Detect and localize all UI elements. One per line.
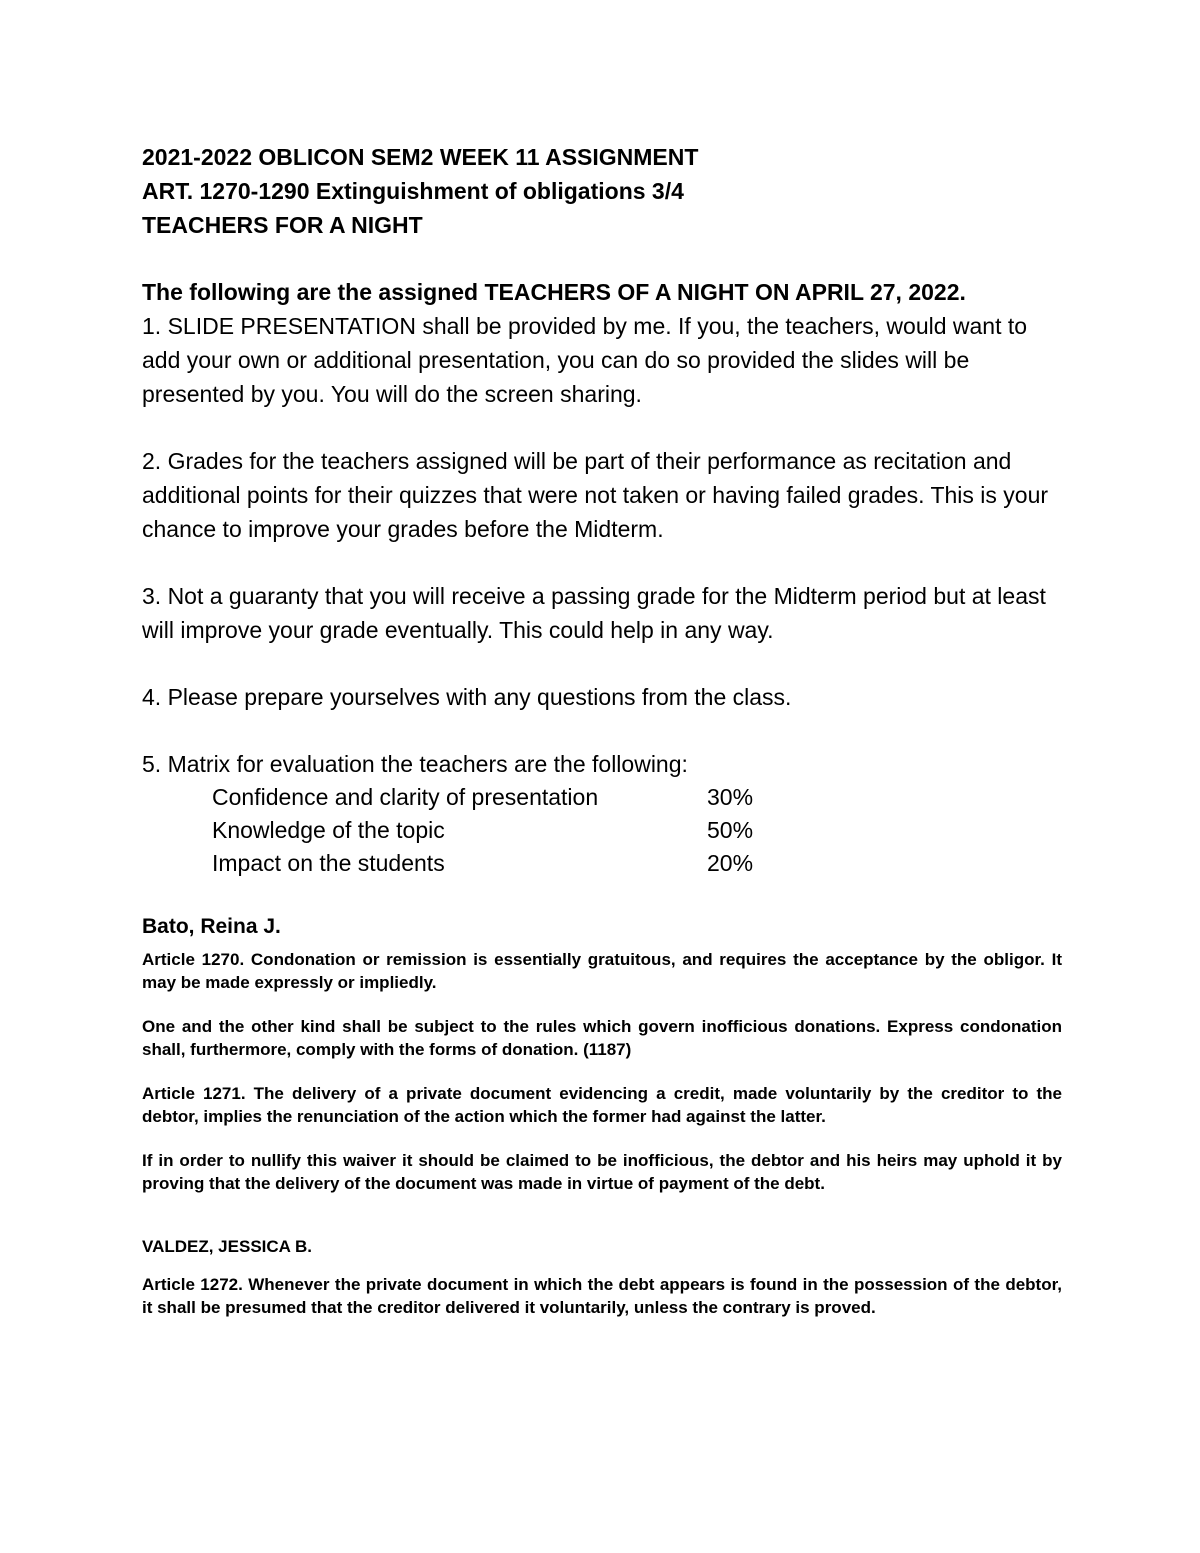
article-paragraph: If in order to nullify this waiver it should be claimed to be inofficious, the debtor and his heirs may uphold it by proving that the delivery of the document was made in virtue of payment of the debt. xyxy=(142,1151,1062,1193)
matrix-criterion: Knowledge of the topic xyxy=(212,817,445,843)
instruction-item-1: 1. SLIDE PRESENTATION shall be provided by me. If you, the teachers, would want to add your own or additional presentation, you can do so provided the slides will be presented by you. You will do the screen sharing. xyxy=(142,313,1028,407)
teacher-name-1: Bato, Reina J. xyxy=(142,915,281,938)
document-content xyxy=(142,140,1062,1340)
instruction-item-4: 4. Please prepare yourselves with any questions from the class. xyxy=(142,684,792,710)
matrix-criterion: Impact on the students xyxy=(212,850,445,876)
matrix-criterion: Confidence and clarity of presentation xyxy=(212,784,599,810)
evaluation-matrix xyxy=(212,781,1062,880)
article-paragraph: Article 1270. Condonation or remission is essentially gratuitous, and requires the acceptance by the obligor. It may be made expressly or impliedly. xyxy=(142,950,1062,992)
matrix-weight: 20% xyxy=(707,850,754,876)
matrix-row xyxy=(212,781,1062,814)
instruction-item-2: 2. Grades for the teachers assigned will be part of their performance as recitation and additional points for their quizzes that were not taken or having failed grades. This is your chance to improve your grades before the Midterm. xyxy=(142,448,1049,542)
activity-title: TEACHERS FOR A NIGHT xyxy=(142,212,423,238)
instruction-item-5: 5. Matrix for evaluation the teachers are the following: xyxy=(142,751,688,777)
matrix-row xyxy=(212,847,1062,880)
article-paragraph: Article 1272. Whenever the private document in which the debt appears is found in the possession of the debtor, it shall be presumed that the creditor delivered it voluntarily, unless the contrary is proved. xyxy=(142,1275,1062,1317)
assignment-title: 2021-2022 OBLICON SEM2 WEEK 11 ASSIGNMENT xyxy=(142,144,699,170)
article-paragraph: One and the other kind shall be subject to the rules which govern inofficious donations. Express condonation shall, furthermore, comply with the forms of donation. (1187) xyxy=(142,1017,1062,1059)
instruction-item-3: 3. Not a guaranty that you will receive a passing grade for the Midterm period but at least will improve your grade eventually. This could help in any way. xyxy=(142,583,1046,643)
intro-line: The following are the assigned TEACHERS OF A NIGHT ON APRIL 27, 2022. xyxy=(142,279,966,305)
teacher-name-2: VALDEZ, JESSICA B. xyxy=(142,1237,313,1256)
article-range-title: ART. 1270-1290 Extinguishment of obligations 3/4 xyxy=(142,178,684,204)
matrix-weight: 50% xyxy=(707,817,754,843)
matrix-row xyxy=(212,814,1062,847)
matrix-weight: 30% xyxy=(707,784,754,810)
article-paragraph: Article 1271. The delivery of a private document evidencing a credit, made voluntarily by the creditor to the debtor, implies the renunciation of the action which the former had against the latter. xyxy=(142,1084,1062,1126)
